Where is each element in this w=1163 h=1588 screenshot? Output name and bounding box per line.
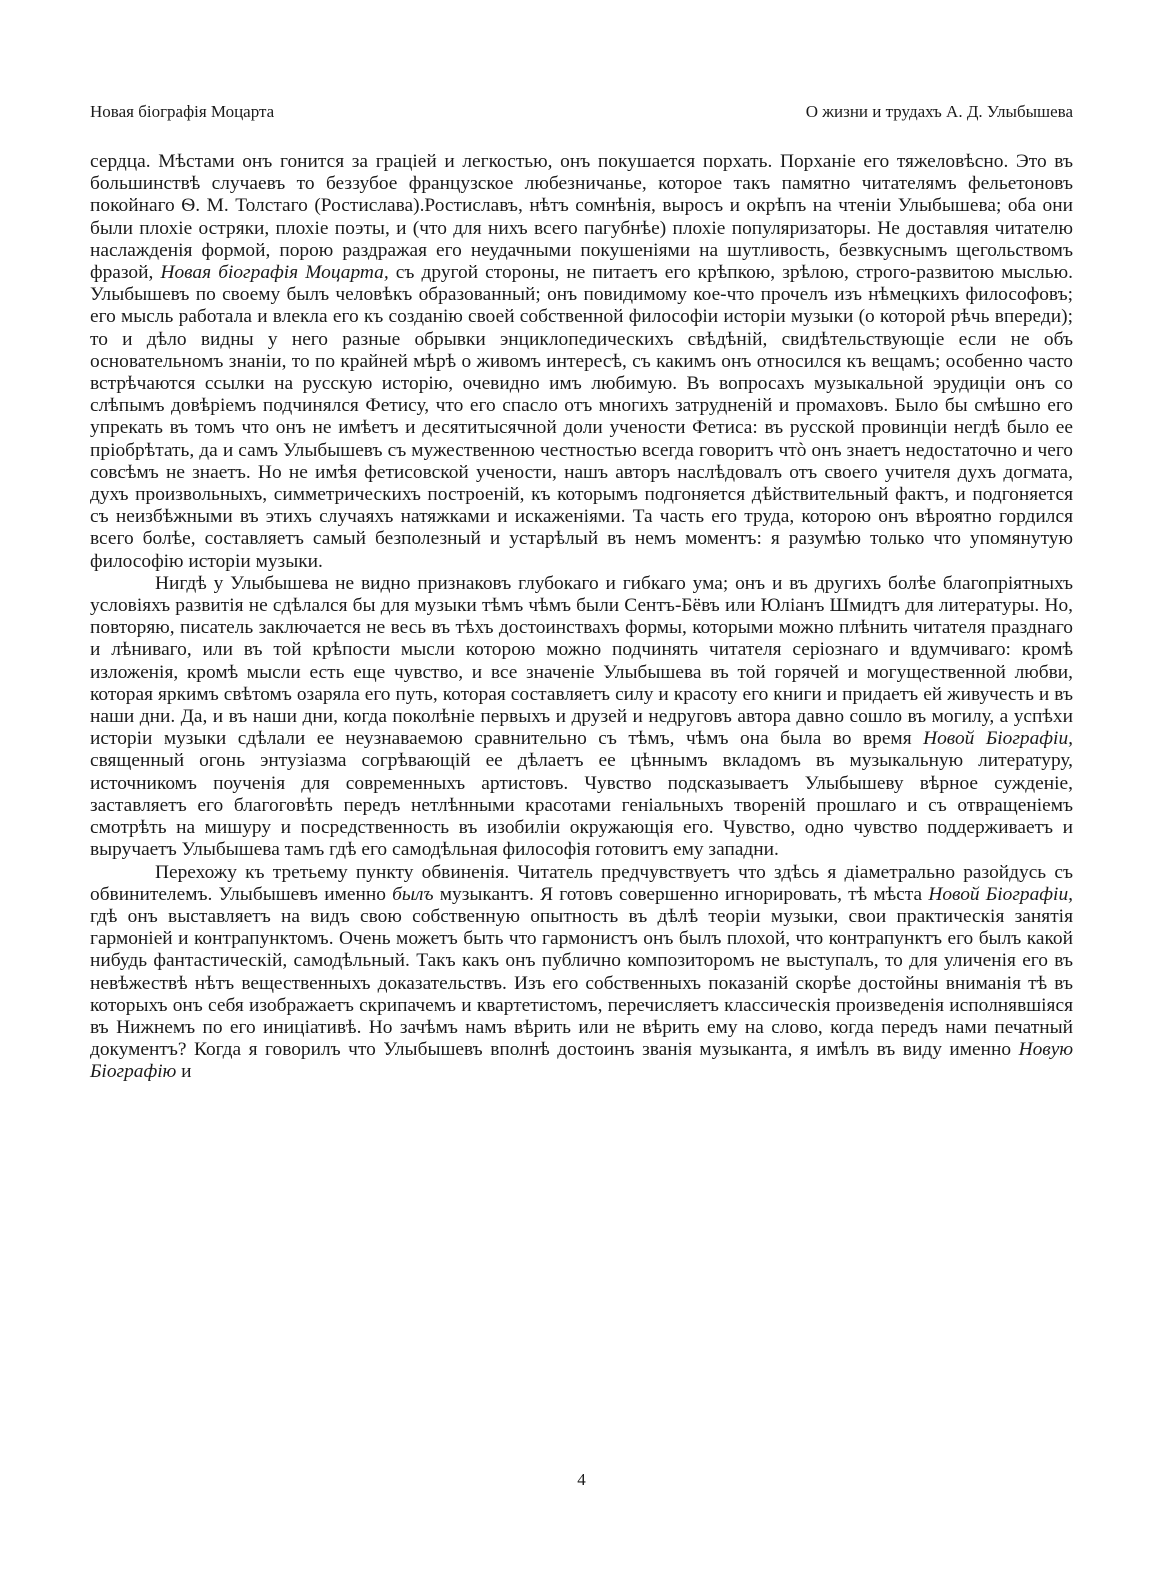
italic-title: былъ: [392, 883, 434, 905]
text-run: и: [176, 1061, 192, 1083]
text-run: съ другой стороны, не питаетъ его крѣпкою, зрѣлою, строго-развитою мыслью. Улыбышевъ по своему былъ человѣкъ образованный; онъ повидимому кое-что прочелъ изъ нѣмецкихъ философовъ; его мысль работала и влекла его къ созданію своей собственной философіи исторіи музыки (о которой рѣчь впереди); то и дѣло видны у него разные обрывки энциклопедическихъ свѣдѣній, свидѣтельствующіе если не объ основательномъ знаніи, то по крайней мѣрѣ о живомъ интересѣ, съ какимъ онъ относился къ вещамъ; особенно часто встрѣчаются ссылки на русскую исторію, очевидно имъ любимую. Въ вопросахъ музыкальной эрудиціи онъ со слѣпымъ довѣріемъ подчинялся Фетису, что его спасло отъ многихъ затрудненій и промаховъ. Было бы смѣшно его упрекать въ томъ что онъ не имѣетъ и десятитысячной доли учености Фетиса: въ русской провинціи негдѣ было ее пріобрѣтать, да и самъ Улыбышевъ съ мужественною честностью всегда говоритъ чтò онъ знаетъ недостаточно и чего совсѣмъ не знаетъ. Но не имѣя фетисовской учености, нашъ авторъ наслѣдовалъ отъ своего учителя духъ догмата, духъ произвольныхъ, симметрическихъ построеній, къ которымъ подгоняется дѣйствительный фактъ, и подгоняется съ неизбѣжными въ этихъ случаяхъ натяжками и искаженіями. Та часть его труда, которою онъ вѣроятно гордился всего болѣе, составляетъ самый безполезный и устарѣлый въ немъ моментъ: я разумѣю только что упомянутую философію исторіи музыки.: [90, 262, 1073, 572]
text-run: гдѣ онъ выставляетъ на видъ свою собственную опытность въ дѣлѣ теоріи музыки, свои практическія занятія гармоніей и контрапунктомъ. Очень можетъ быть что гармонистъ онъ былъ плохой, что контрапунктъ его былъ какой нибудь фантастическій, самодѣльный. Такъ какъ онъ публично композиторомъ не выступалъ, то для уличенія его въ невѣжествѣ нѣтъ вещественныхъ доказательствъ. Изъ его собственныхъ показаній скорѣе достойны вниманія тѣ въ которыхъ онъ себя изображаетъ скрипачемъ и квартетистомъ, перечисляетъ классическія произведенія исполнявшіяся въ Нижнемъ по его иниціативѣ. Но зачѣмъ намъ вѣрить или не вѣрить ему на слово, когда передъ нами печатный документъ? Когда я говорилъ что Улыбышевъ вполнѣ достоинъ званія музыканта, я имѣлъ въ виду именно: [90, 905, 1073, 1061]
running-header: [90, 101, 1073, 123]
header-book-title: Новая біографія Моцарта: [90, 102, 275, 121]
italic-title: Новую Біографію: [90, 1039, 1073, 1083]
text-run: сердца. Мѣстами онъ гонится за граціей и легкостью, онъ покушается порхать. Порханіе его тяжеловѣсно. Это въ большинствѣ случаевъ то беззубое французское любезничанье, которое такъ памятно читателямъ фельетоновъ покойнаго Ѳ. М. Толстаго (Ростислава).Ростиславъ, нѣтъ сомнѣнія, выросъ и окрѣпъ на чтеніи Улыбышева; оба они были плохіе остряки, плохіе поэты, и (что для нихъ всего пагубнѣе) плохіе популяризаторы. Не доставляя читателю наслажденія формой, порою раздражая его неудачными покушеніями на шутливость, безвкуснымъ щегольствомъ фразой,: [90, 151, 1073, 284]
text-run: священный огонь энтузіазма согрѣвающій ее дѣлаетъ ее цѣннымъ вкладомъ въ музыкальную литературу, источникомъ поученія для современныхъ артистовъ. Чувство подсказываетъ Улыбышеву вѣрное сужденіе, заставляетъ его благоговѣть передъ нетлѣнными красотами геніальныхъ твореній прошлаго и съ отвращеніемъ смотрѣть на мишуру и посредственность въ изобиліи окружающія его. Чувство, одно чувство поддерживаетъ и выручаетъ Улыбышева тамъ гдѣ его самодѣльная философія готовитъ ему западни.: [90, 750, 1073, 861]
paragraph: [90, 151, 1073, 573]
italic-title: Новая біографія Моцарта,: [160, 262, 389, 284]
paragraph: [90, 862, 1073, 1084]
italic-title: Новой Біографіи,: [928, 883, 1073, 905]
header-section-title: О жизни и трудахъ А. Д. Улыбышева: [805, 102, 1073, 121]
paragraph: [90, 573, 1073, 862]
text-run: Перехожу къ третьему пункту обвиненія. Читатель предчувствуетъ что здѣсь я діаметрально разойдусь съ обвинителемъ. Улыбышевъ именно: [90, 861, 1073, 905]
italic-title: Новой Біографіи,: [923, 728, 1073, 750]
body-text: [90, 151, 1073, 1084]
text-run: Нигдѣ у Улыбышева не видно признаковъ глубокаго и гибкаго ума; онъ и въ другихъ болѣе благопріятныхъ условіяхъ развитія не сдѣлался бы для музыки тѣмъ чѣмъ были Сентъ-Бёвъ или Юліанъ Шмидтъ для литературы. Но, повторяю, писатель заключается не весь въ тѣхъ достоинствахъ формы, которыми можно плѣнить читателя празднаго и лѣниваго, или въ той крѣпости мысли которою можно подчинять читателя серіознаго и вдумчиваго: кромѣ изложенія, кромѣ мысли есть еще чувство, и все значеніе Улыбышева въ той горячей и могущественной любви, которая яркимъ свѣтомъ озаряла его путь, которая составляетъ силу и красоту его книги и придаетъ ей живучесть и въ наши дни. Да, и въ наши дни, когда поколѣніе первыхъ и друзей и недруговъ автора давно сошло въ могилу, а успѣхи исторіи музыки сдѣлали ее неузнаваемою сравнительно съ тѣмъ, чѣмъ она была во время: [90, 572, 1073, 750]
text-run: музыкантъ. Я готовъ совершенно игнорировать, тѣ мѣста: [433, 883, 929, 905]
page-number: 4: [577, 1470, 586, 1489]
